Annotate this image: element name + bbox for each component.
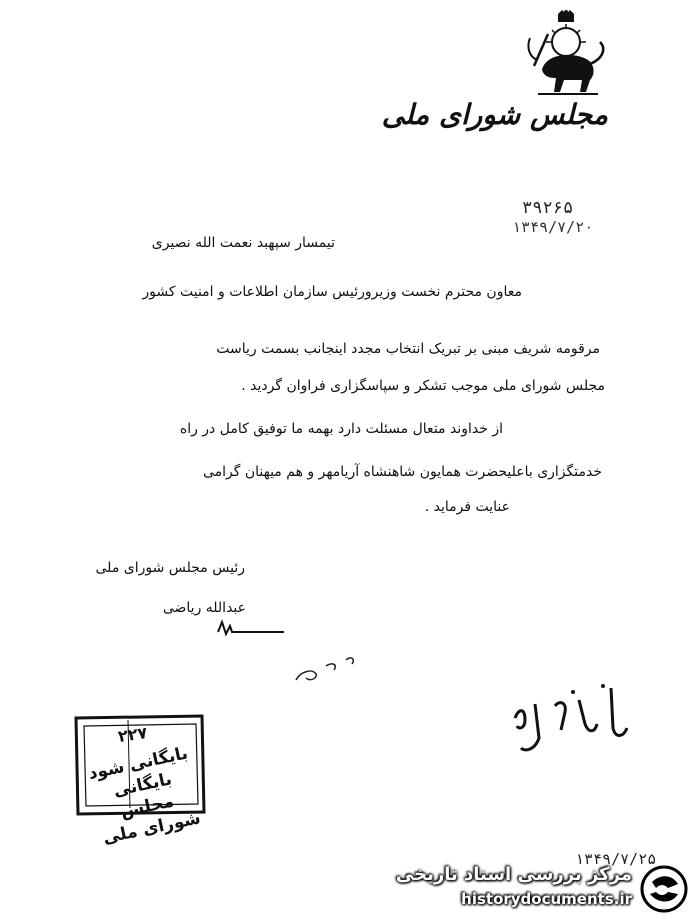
body-line: عنایت فرماید . [424,499,510,515]
body-line: مرقومه شریف مبنی بر تبریک انتخاب مجدد اینجانب بسمت ریاست [216,341,600,357]
body-line: خدمتگزاری باعلیحضرت همایون شاهنشاه آریامهر و هم میهنان گرامی [202,464,602,480]
recipient-title: معاون محترم نخست وزیرورئیس سازمان اطلاعات و امنیت کشور [142,284,522,300]
lion-and-sun-emblem-icon [520,8,612,98]
body-line: از خداوند متعال مسئلت دارد بهمه ما توفیق کامل در راه [179,421,503,437]
stamp-number: ۲۲۷ [116,723,149,746]
signer-name: عبدالله ریاضی [162,600,246,616]
reference-number: ۳۹۲۶۵ [522,198,574,218]
signature-mark [214,618,288,640]
archive-logo-icon [638,864,690,914]
signer-title: رئیس مجلس شورای ملی [95,560,245,576]
reference-date: ۱۳۴۹/۷/۲۰ [512,218,594,236]
body-line: مجلس شورای ملی موجب تشکر و سپاسگزاری فراوان گردید . [241,378,605,394]
handwritten-note [495,678,655,758]
handwritten-initials [290,652,360,688]
watermark-title: مرکز بررسی اسناد تاریخی [395,864,632,885]
watermark-url: historydocuments.ir [461,890,632,908]
letterhead-title: مجلس شورای ملی [381,98,608,131]
stamp-label: بایگانی شود بایگانی مجلس شورای ملی [86,743,203,849]
recipient-name: تیمسار سپهبد نعمت الله نصیری [151,235,335,251]
footer-date: ۱۳۴۹/۷/۲۵ [575,850,657,868]
